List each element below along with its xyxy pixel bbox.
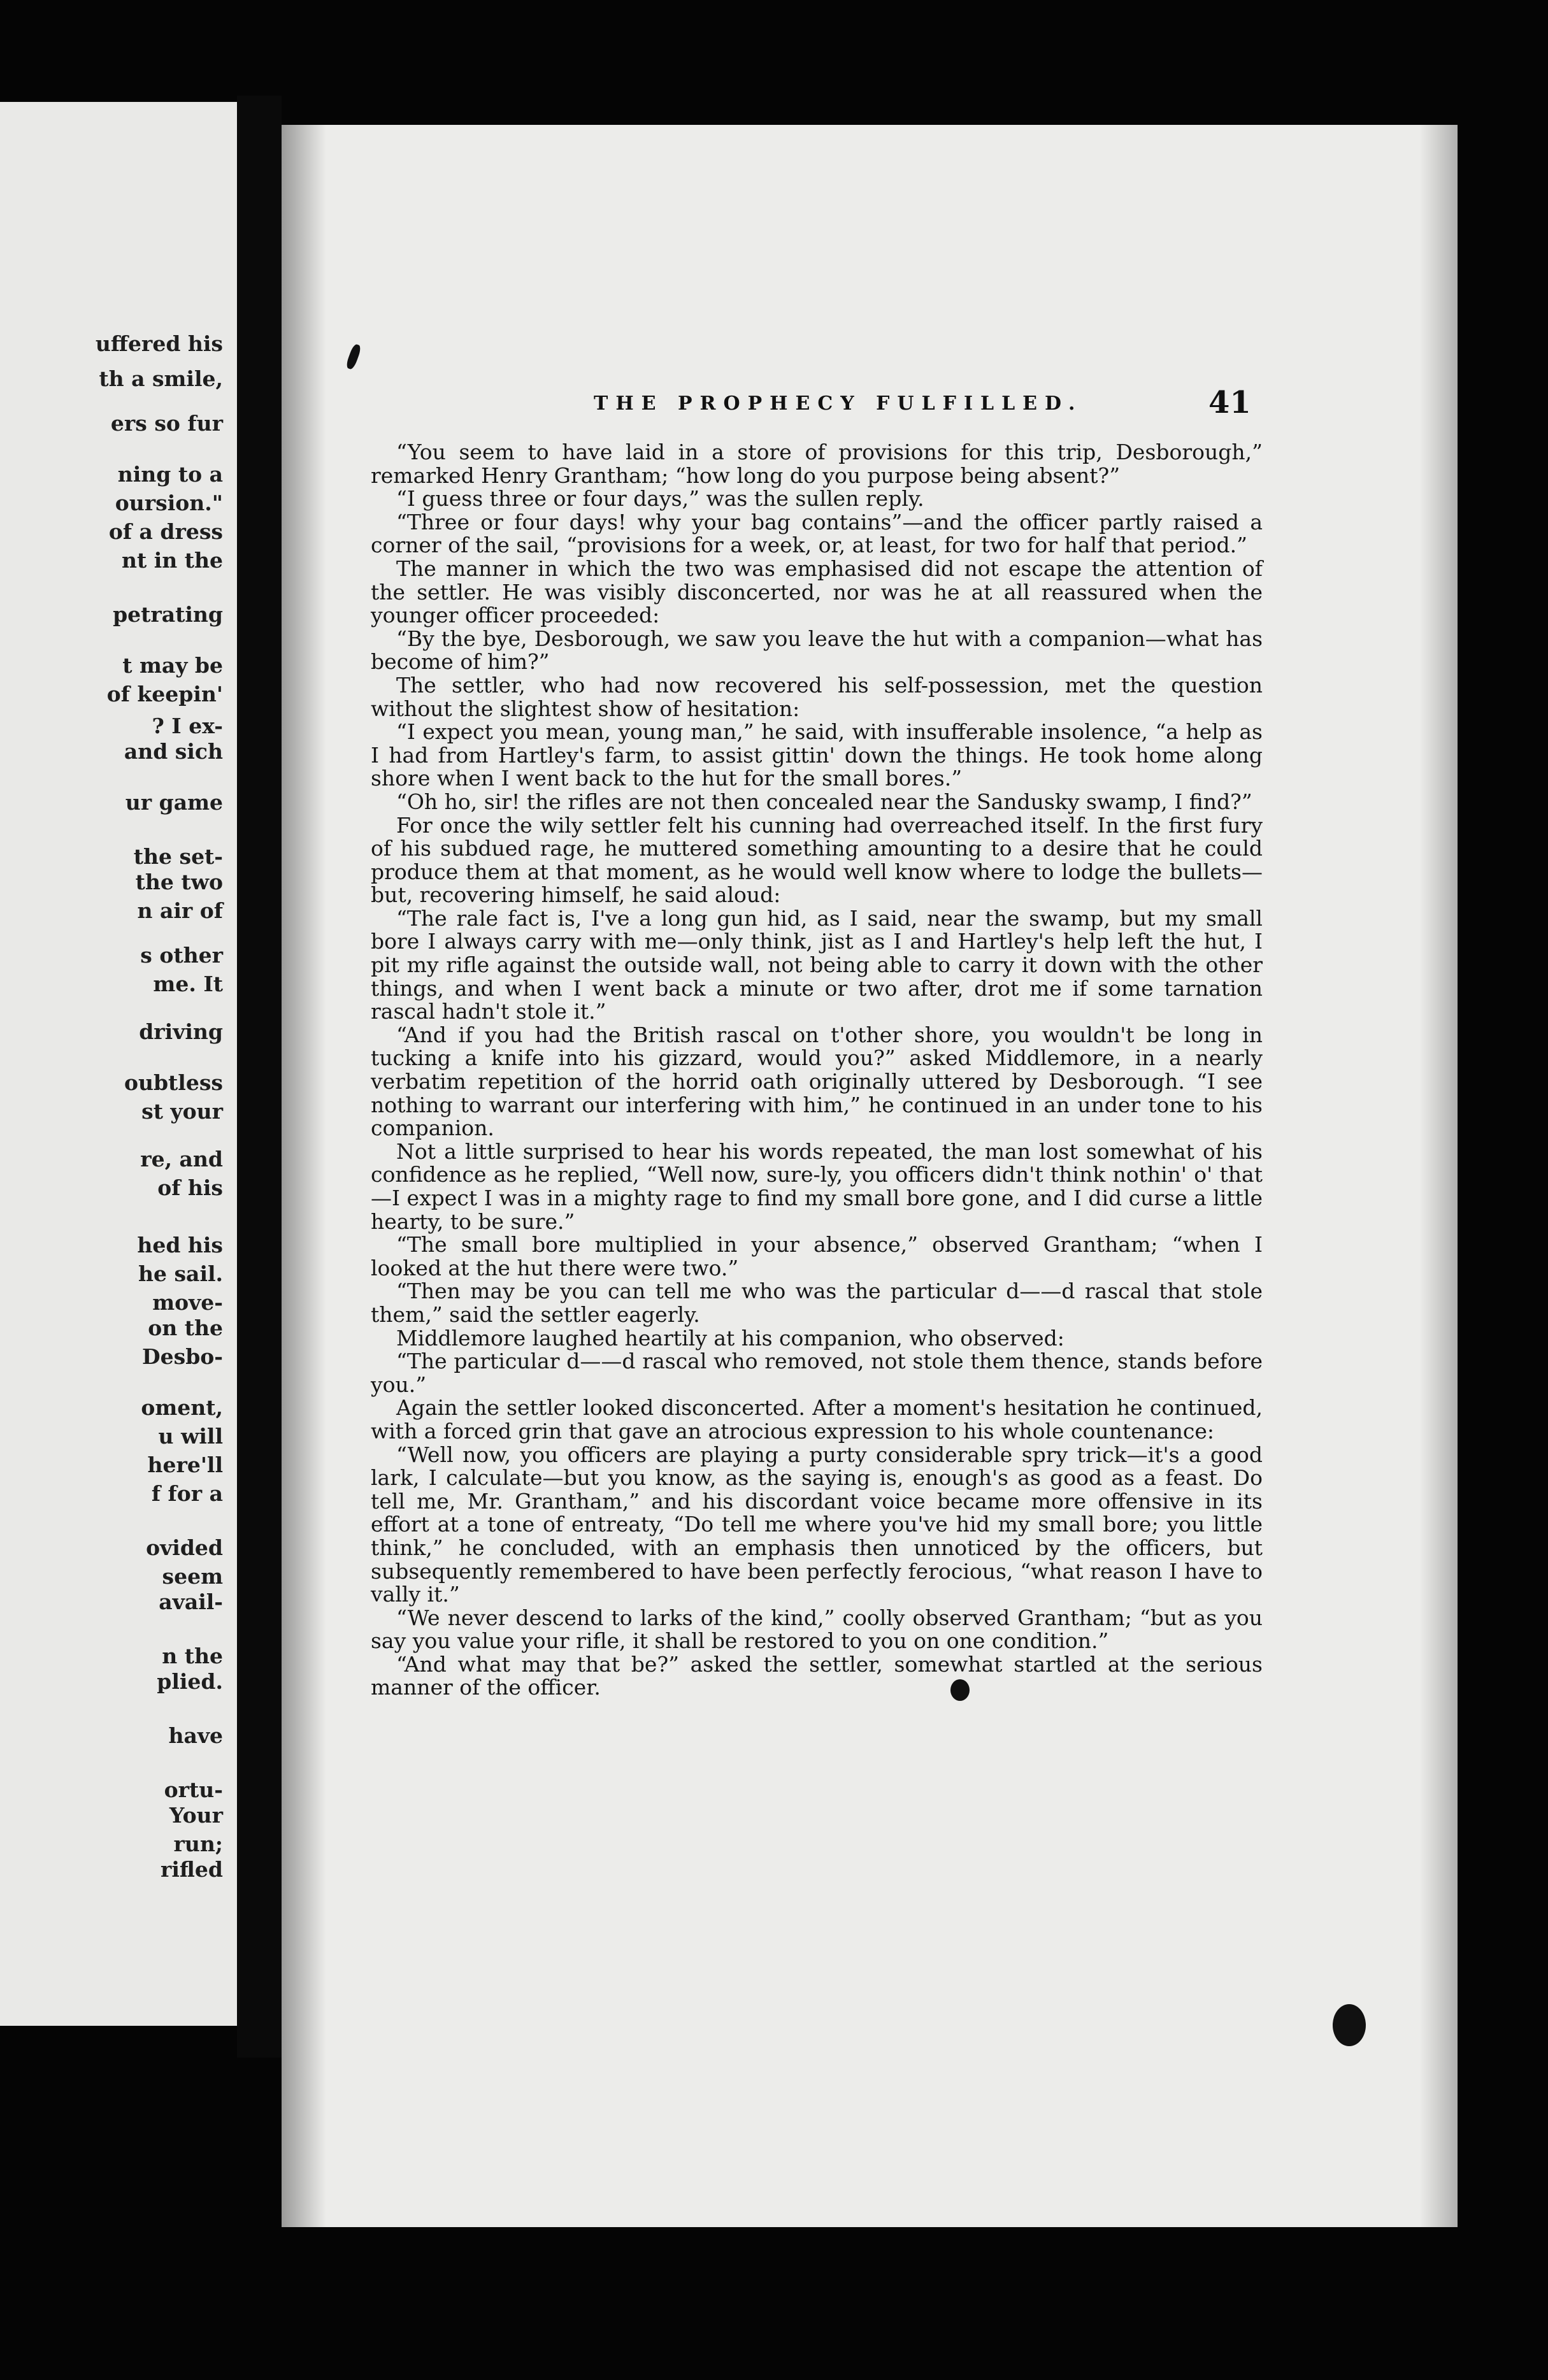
left-page-fragment: seem: [162, 1564, 223, 1589]
left-page-fragment: he sail.: [138, 1261, 223, 1286]
left-page-fragment: move-: [152, 1290, 223, 1315]
left-page-fragment: ovided: [146, 1535, 223, 1560]
paragraph: “Then may be you can tell me who was the particular d——d rascal that stole them,” said the settler eagerly.: [371, 1279, 1263, 1327]
left-page-edge: [0, 102, 237, 2026]
left-page-fragment: of keepin': [106, 682, 223, 706]
left-page-fragment: and sich: [124, 739, 223, 764]
left-page-fragment: ur game: [125, 790, 223, 815]
left-page-fragment: ning to a: [117, 462, 223, 487]
ink-blot: [950, 1679, 970, 1701]
paragraph: “And if you had the British rascal on t'other shore, you wouldn't be long in tucking a knife into his gizzard, would you?” asked Middlemore, in a nearly verbatim repetition of the horrid oath originally uttered by Desborough. “I see nothing to warrant our interfering with him,” he continued in an under tone to his companion.: [371, 1022, 1263, 1141]
left-page-fragment: nt in the: [122, 548, 223, 573]
page-number: 41: [1208, 385, 1251, 420]
paragraph: Not a little surprised to hear his words repeated, the man lost somewhat of his confidence as he replied, “Well now, sure-ly, you officers didn't think nothin' o' that—I expect I was in a mighty rage to find my small bore gone, and I did curse a little hearty, to be sure.”: [371, 1138, 1263, 1234]
ink-blot: [1333, 2004, 1366, 2046]
paragraph: The settler, who had now recovered his self-possession, met the question without the slightest show of hesitation:: [371, 672, 1263, 721]
left-page-fragment: Your: [169, 1803, 223, 1828]
left-page-fragment: oursion.": [115, 491, 223, 515]
left-page-fragment: of his: [157, 1175, 223, 1200]
left-page-fragment: u will: [158, 1424, 223, 1449]
paragraph: “I guess three or four days,” was the sullen reply.: [396, 486, 924, 512]
left-page-fragment: ortu-: [164, 1777, 223, 1802]
left-page-fragment: oubtless: [124, 1070, 223, 1095]
left-page-fragment: uffered his: [95, 331, 223, 356]
left-page-fragment: have: [168, 1723, 223, 1748]
left-page-fragment: the two: [135, 870, 223, 894]
book-gutter: [237, 96, 282, 2058]
left-page-fragment: s other: [140, 943, 223, 968]
left-page-fragment: re, and: [140, 1147, 223, 1172]
paragraph: “Three or four days! why your bag contains”—and the officer partly raised a corner of the sail, “provisions for a week, or, at least, for two for half that period.”: [371, 509, 1263, 558]
left-page-fragment: Desbo-: [142, 1344, 223, 1369]
left-page-fragment: here'll: [147, 1452, 223, 1477]
left-page-fragment: run;: [173, 1832, 223, 1856]
left-page-fragment: f for a: [151, 1481, 223, 1506]
paragraph: “Well now, you officers are playing a purty considerable spry trick—it's a good lark, I calculate—but you know, as the saying is, enough's as good as a feast. Do tell me, Mr. Grantham,” and his discordant voice became more offensive in its effort at a tone of entreaty, “Do tell me where you've hid my small bore; you little think,” he concluded, with an emphasis then unnoticed by the officers, but subsequently remembered to have been perfectly ferocious, “what reason I have to vally it.”: [371, 1442, 1263, 1607]
left-page-fragment: t may be: [122, 653, 223, 678]
left-page-fragment: petrating: [113, 602, 223, 627]
paragraph: Again the settler looked disconcerted. After a moment's hesitation he continued, with a forced grin that gave an atrocious expression to his whole countenance:: [371, 1395, 1263, 1444]
left-page-fragment: hed his: [137, 1233, 223, 1258]
paragraph: Middlemore laughed heartily at his companion, who observed:: [396, 1325, 1064, 1351]
left-page-fragment: ? I ex-: [152, 713, 223, 738]
left-page-fragment: avail-: [159, 1589, 223, 1614]
paragraph: “We never descend to larks of the kind,” coolly observed Grantham; “but as you say you value your rifle, it shall be restored to you on one condition.”: [371, 1605, 1263, 1654]
paragraph: “By the bye, Desborough, we saw you leave the hut with a companion—what has become of him?”: [371, 626, 1263, 675]
paragraph: “Oh ho, sir! the rifles are not then concealed near the Sandusky swamp, I find?”: [396, 789, 1252, 814]
paragraph: “I expect you mean, young man,” he said, with insufferable insolence, “a help as I had from Hartley's farm, to assist gittin' down the things. He took home along shore when I went back to the hut for the small bores.”: [371, 719, 1263, 791]
left-page-fragment: the set-: [133, 844, 223, 869]
left-page-fragment: on the: [148, 1315, 223, 1340]
right-page: [282, 125, 1458, 2227]
paragraph: For once the wily settler felt his cunning had overreached itself. In the first fury of his subdued rage, he muttered something amounting to a desire that he could produce them at that moment, as he would well know where to lodge the bullets—but, recovering himself, he said aloud:: [371, 812, 1263, 908]
paragraph: “The small bore multiplied in your absence,” observed Grantham; “when I looked at the hut there were two.”: [371, 1232, 1263, 1280]
left-page-fragment: n air of: [137, 898, 223, 923]
body-text: [371, 441, 1263, 1700]
left-page-fragment: n the: [162, 1644, 223, 1668]
left-page-fragment: me. It: [153, 971, 223, 996]
left-page-fragment: oment,: [141, 1395, 223, 1420]
paragraph: “And what may that be?” asked the settler, somewhat startled at the serious manner of the officer.: [371, 1651, 1263, 1700]
left-page-fragment: ers so fur: [110, 411, 223, 436]
paragraph: “The particular d——d rascal who removed, not stole them thence, stands before you.”: [371, 1349, 1263, 1397]
left-page-fragment: th a smile,: [99, 366, 223, 391]
page-header: [282, 385, 1458, 431]
paragraph: “The rale fact is, I've a long gun hid, as I said, near the swamp, but my small bore I always carry with me—only think, jist as I and Hartley's help left the hut, I pit my rifle against the outside wall, not being able to carry it down with the other things, and when I went back a minute or two after, drot me if some tarnation rascal hadn't stole it.”: [371, 905, 1263, 1024]
left-page-fragment: of a dress: [108, 519, 223, 544]
left-page-fragment: rifled: [161, 1857, 223, 1882]
running-title: THE PROPHECY FULFILLED.: [594, 392, 1083, 415]
paragraph: “You seem to have laid in a store of provisions for this trip, Desborough,” remarked Henry Grantham; “how long do you purpose being absent?”: [371, 440, 1263, 488]
paragraph: The manner in which the two was emphasised did not escape the attention of the settler. He was visibly disconcerted, nor was he at all reassured when the younger officer proceeded:: [371, 556, 1263, 628]
left-page-fragment: st your: [141, 1099, 223, 1124]
left-page-fragment: plied.: [157, 1669, 223, 1694]
left-page-fragment: driving: [139, 1019, 223, 1044]
